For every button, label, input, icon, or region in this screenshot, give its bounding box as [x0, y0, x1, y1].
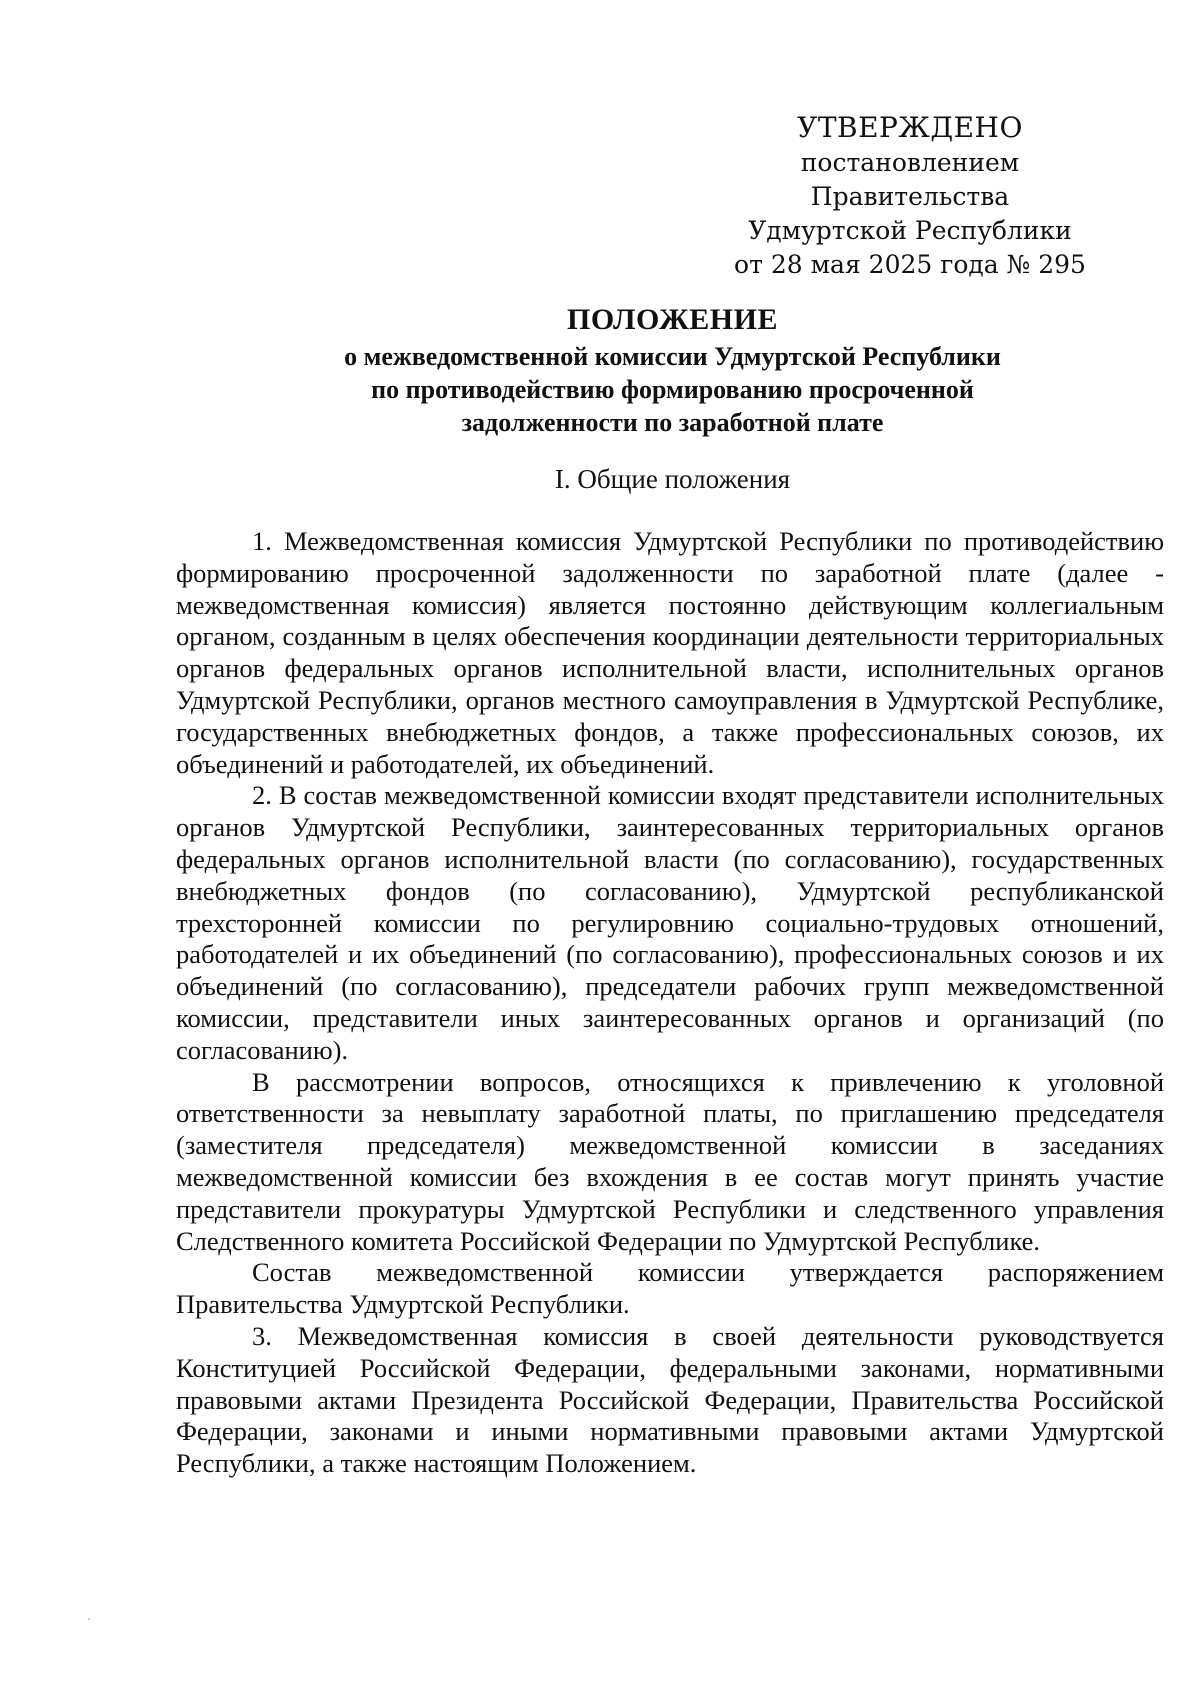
- document-body: [176, 526, 1164, 1480]
- scan-speck: [88, 1618, 90, 1620]
- approval-line-2: Удмуртской Республики: [748, 216, 1072, 245]
- approval-stamp-block: [700, 110, 1120, 282]
- document-subtitle-line-2: по противодействию формированию просроченной: [371, 375, 974, 404]
- paragraph-2: 2. В состав межведомственной комиссии входят представители исполнительных органов Удмуртской Республики, заинтересованных территориальных органов федеральных органов исполнительной власти (по согласованию), государственных внебюджетных фондов (по согласованию), Удмуртской республиканской трехсторонней комиссии по регулировнию социально-трудовых отношений, работодателей и их объединений (по согласованию), профессиональных союзов и их объединений (по согласованию), председатели рабочих групп межведомственной комиссии, представители иных заинтересованных органов и организаций (по согласованию).: [176, 780, 1164, 1065]
- approval-stamp: УТВЕРЖДЕНО: [797, 111, 1023, 144]
- paragraph-3: В рассмотрении вопросов, относящихся к привлечению к уголовной ответственности за невыплату заработной платы, по приглашению председателя (заместителя председателя) межведомственной комиссии в заседаниях межведомственной комиссии без вхождения в ее состав могут принять участие представители прокуратуры Удмуртской Республики и следственного управления Следственного комитета Российской Федерации по Удмуртской Республике.: [176, 1066, 1164, 1256]
- paragraph-5: 3. Межведомственная комиссия в своей деятельности руководствуется Конституцией Российской Федерации, федеральными законами, нормативными правовыми актами Президента Российской Федерации, Правительства Российской Федерации, законами и иными нормативными правовыми актами Удмуртской Республики, а также настоящим Положением.: [176, 1320, 1164, 1479]
- approval-line-3: от 28 мая 2025 года № 295: [734, 250, 1086, 279]
- document-subtitle-line-3: задолженности по заработной плате: [461, 408, 884, 437]
- document-title: ПОЛОЖЕНИЕ: [567, 303, 778, 336]
- approval-line-1: постановлением Правительства: [800, 148, 1020, 211]
- paragraph-4: Состав межведомственной комиссии утверждается распоряжением Правительства Удмуртской Республики.: [176, 1257, 1164, 1320]
- paragraph-1: 1. Межведомственная комиссия Удмуртской Республики по противодействию формированию просроченной задолженности по заработной плате (далее - межведомственная комиссия) является постоянно действующим коллегиальным органом, созданным в целях обеспечения координации деятельности территориальных органов федеральных органов исполнительной власти, исполнительных органов Удмуртской Республики, органов местного самоуправления в Удмуртской Республике, государственных внебюджетных фондов, а также профессиональных союзов, их объединений и работодателей, их объединений.: [176, 526, 1164, 779]
- section-heading: I. Общие положения: [554, 464, 791, 494]
- document-subtitle-line-1: о межведомственной комиссии Удмуртской Республики: [344, 342, 1001, 371]
- document-title-block: [180, 300, 1165, 439]
